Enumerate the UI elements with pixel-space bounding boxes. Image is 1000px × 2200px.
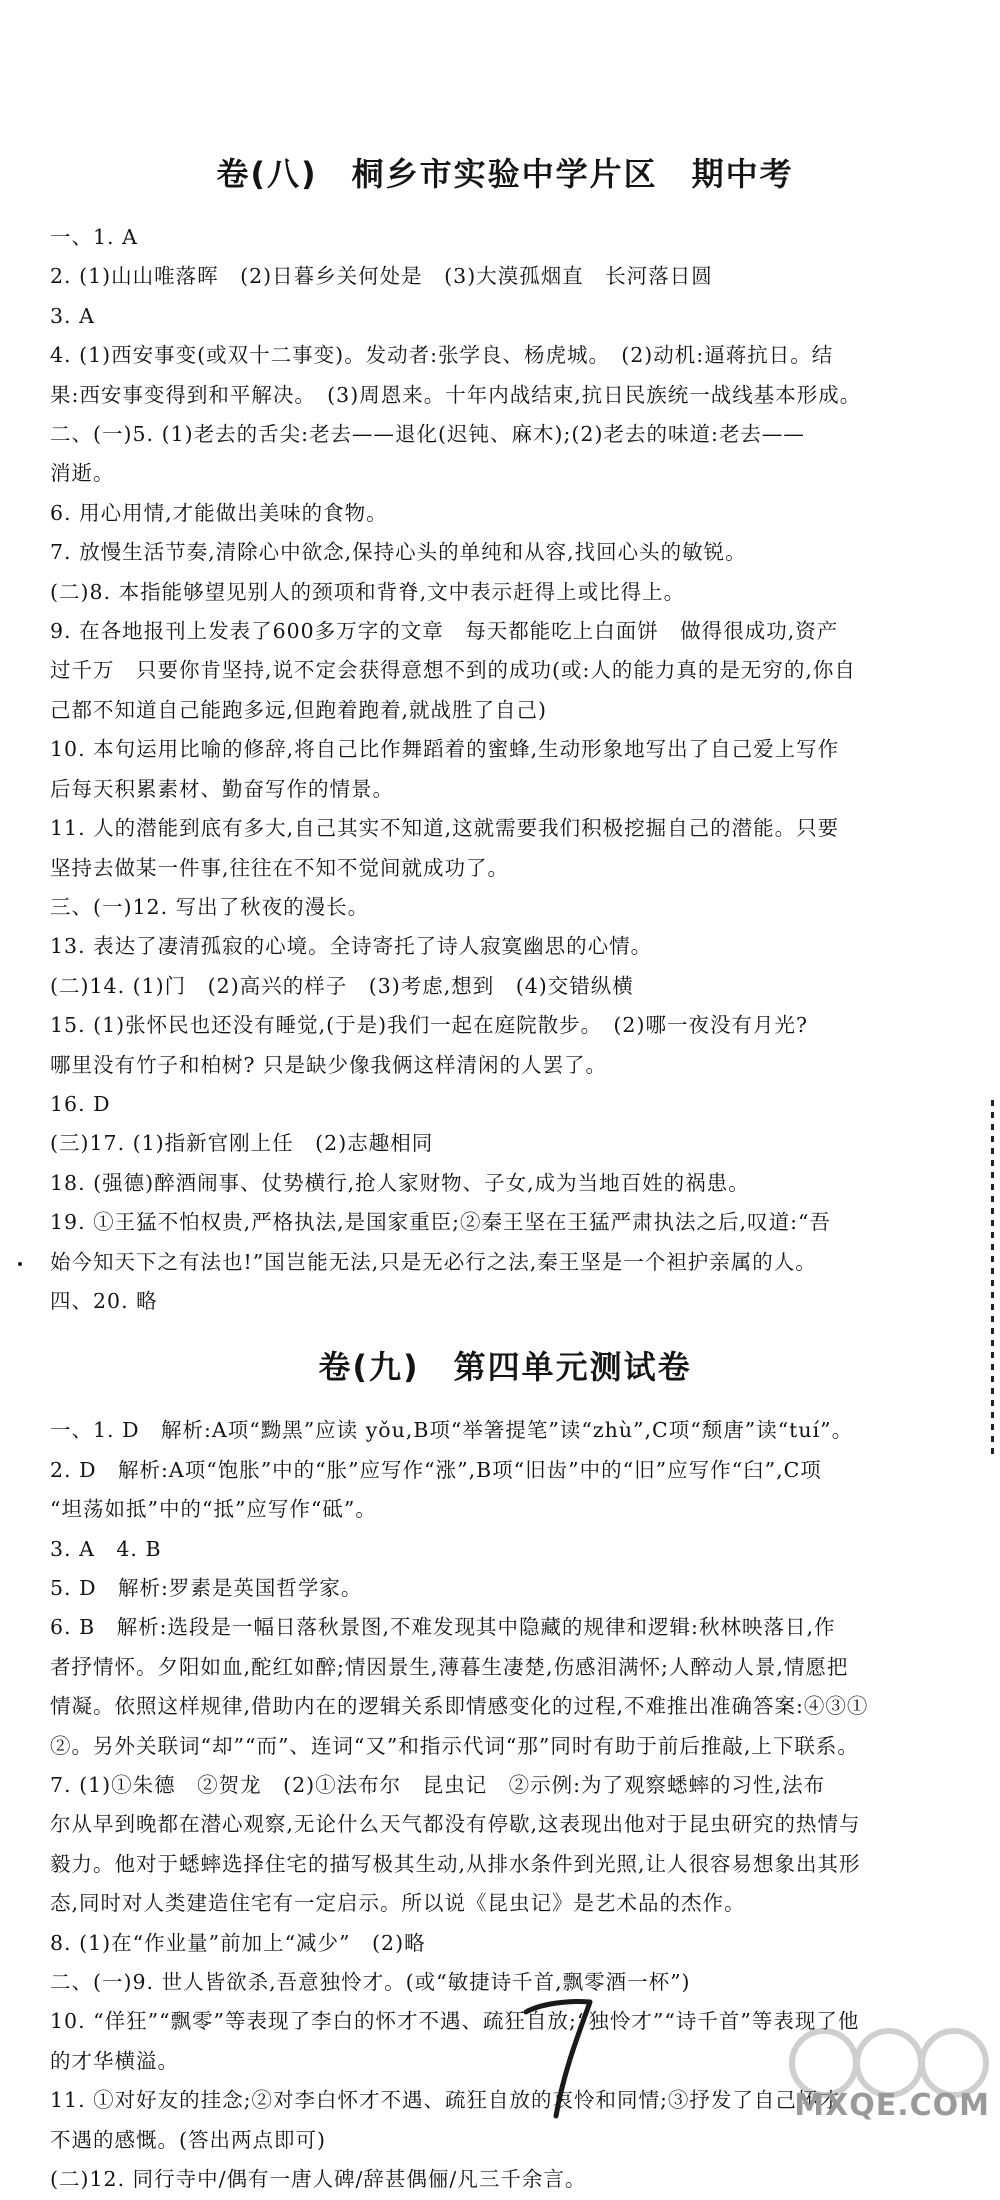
answer-line: (二)14. (1)门 (2)高兴的样子 (3)考虑,想到 (4)交错纵横	[50, 973, 634, 998]
answer-line: (三)17. (1)指新官刚上任 (2)志趣相同	[50, 1131, 434, 1156]
answer-line: 10. 本句运用比喻的修辞,将自己比作舞蹈着的蜜蜂,生动形象地写出了自己爱上写作	[50, 737, 840, 762]
answer-line: 11. ①对好友的挂念;②对李白怀才不遇、疏狂自放的哀怜和同情;③抒发了自己怀才	[50, 2088, 840, 2113]
answer-line: 2. (1)山山唯落晖 (2)日暮乡关何处是 (3)大漠孤烟直 长河落日圆	[50, 264, 713, 289]
answer-line: ②。另外关联词“却”“而”、连词“又”和指示代词“那”同时有助于前后推敲,上下联系。	[50, 1733, 859, 1758]
answer-line: 的才华横溢。	[50, 2048, 179, 2073]
answer-line: 2. D 解析:A项“饱胀”中的“胀”应写作“涨”,B项“旧齿”中的“旧”应写作“臼”,C项	[50, 1457, 822, 1482]
answer-line: (二)12. 同行寺中/偶有一唐人碑/辞甚偶俪/凡三千余言。	[50, 2167, 587, 2192]
answer-line: 二、(一)9. 世人皆欲杀,吾意独怜才。(或“敏捷诗千首,飘零酒一杯”)	[50, 1970, 691, 1995]
answer-line: 8. (1)在“作业量”前加上“减少” (2)略	[50, 1930, 426, 1955]
answer-line: 始今知天下之有法也!”国岂能无法,只是无必行之法,秦王坚是一个袒护亲属的人。	[50, 1249, 817, 1274]
scan-dot	[18, 1262, 22, 1266]
answer-line: 11. 人的潜能到底有多大,自己其实不知道,这就需要我们积极挖掘自己的潜能。只要	[50, 816, 840, 841]
answer-line: 6. B 解析:选段是一幅日落秋景图,不难发现其中隐藏的规律和逻辑:秋林映落日,作	[50, 1615, 836, 1640]
answer-line: 16. D	[50, 1091, 111, 1116]
answer-line: 者抒情怀。夕阳如血,酡红如醉;情因景生,薄暮生凄楚,伤感泪满怀;人醉动人景,情愿把	[50, 1654, 849, 1679]
answer-line: 尔从早到晚都在潜心观察,无论什么天气都没有停歇,这表现出他对于昆虫研究的热情与	[50, 1812, 861, 1837]
answer-line: 9. 在各地报刊上发表了600多万字的文章 每天都能吃上白面饼 做得很成功,资产	[50, 619, 839, 644]
answer-line: 己都不知道自己能跑多远,但跑着跑着,就战胜了自己)	[50, 697, 548, 722]
answer-line: 消逝。	[50, 461, 115, 486]
watermark-url: MXQE.COM	[794, 2088, 990, 2123]
answer-line: 毅力。他对于蟋蟀选择住宅的描写极其生动,从排水条件到光照,让人很容易想象出其形	[50, 1851, 861, 1876]
answer-line: 18. (强德)醉酒闹事、仗势横行,抢人家财物、子女,成为当地百姓的祸患。	[50, 1170, 750, 1195]
answer-line: (二)8. 本指能够望见别人的颈项和背脊,文中表示赶得上或比得上。	[50, 579, 686, 604]
answer-line: 3. A 4. B	[50, 1536, 162, 1561]
answer-line: 10. “佯狂”“飘零”等表现了李白的怀才不遇、疏狂自放;“独怜才”“诗千首”等表现了他	[50, 2009, 860, 2034]
answer-line: 情凝。依照这样规律,借助内在的逻辑关系即情感变化的过程,不难推出准确答案:④③①	[50, 1694, 869, 1719]
answer-line: 一、1. D 解析:A项“黝黑”应读 yǒu,B项“举箸提笔”读“zhù”,C项“颓唐”读“tuí”。	[50, 1418, 854, 1443]
answer-line: 哪里没有竹子和柏树? 只是缺少像我俩这样清闲的人罢了。	[50, 1052, 608, 1077]
answer-line: 7. (1)①朱德 ②贺龙 (2)①法布尔 昆虫记 ②示例:为了观察蟋蟀的习性,法布	[50, 1773, 826, 1798]
answer-line: 过千万 只要你肯坚持,说不定会获得意想不到的成功(或:人的能力真的是无穷的,你自	[50, 658, 856, 683]
answer-line: 二、(一)5. (1)老去的舌尖:老去——退化(迟钝、麻木);(2)老去的味道:老去——	[50, 422, 805, 447]
answer-line: 13. 表达了凄清孤寂的心境。全诗寄托了诗人寂寞幽思的心情。	[50, 934, 653, 959]
section-juan-8	[50, 150, 960, 1321]
answer-line: 7. 放慢生活节奏,清除心中欲念,保持心头的单纯和从容,找回心头的敏锐。	[50, 540, 747, 565]
section-title: 卷(九) 第四单元测试卷	[318, 1348, 692, 1387]
scan-edge-mark	[991, 1100, 994, 1460]
answer-line: 19. ①王猛不怕权贵,严格执法,是国家重臣;②秦王坚在王猛严肃执法之后,叹道:“吾	[50, 1210, 831, 1235]
answer-line: 不遇的感慨。(答出两点即可)	[50, 2127, 326, 2152]
answer-line: 后每天积累素材、勤奋写作的情景。	[50, 776, 394, 801]
answer-line: 果:西安事变得到和平解决。 (3)周恩来。十年内战结束,抗日民族统一战线基本形成。	[50, 382, 862, 407]
section-title: 卷(八) 桐乡市实验中学片区 期中考	[216, 155, 794, 193]
answer-line: 4. (1)西安事变(或双十二事变)。发动者:张学良、杨虎城。 (2)动机:逼蒋抗日。结	[50, 343, 834, 368]
answer-line: 15. (1)张怀民也还没有睡觉,(于是)我们一起在庭院散步。 (2)哪一夜没有月光?	[50, 1013, 808, 1038]
answer-line: 四、20. 略	[50, 1288, 158, 1313]
answer-line: “坦荡如抵”中的“抵”应写作“砥”。	[50, 1497, 377, 1522]
answer-line: 三、(一)12. 写出了秋夜的漫长。	[50, 894, 370, 919]
answer-line: 5. D 解析:罗素是英国哲学家。	[50, 1576, 363, 1600]
answer-line: 态,同时对人类建造住宅有一定启示。所以说《昆虫记》是艺术品的杰作。	[50, 1891, 746, 1916]
answer-line: 一、1. A	[50, 225, 138, 249]
handwritten-page-number	[520, 1990, 600, 2120]
answer-line: 3. A	[50, 303, 95, 328]
answer-line: 坚持去做某一件事,往往在不知不觉间就成功了。	[50, 855, 510, 880]
answer-line: 6. 用心用情,才能做出美味的食物。	[50, 500, 388, 525]
